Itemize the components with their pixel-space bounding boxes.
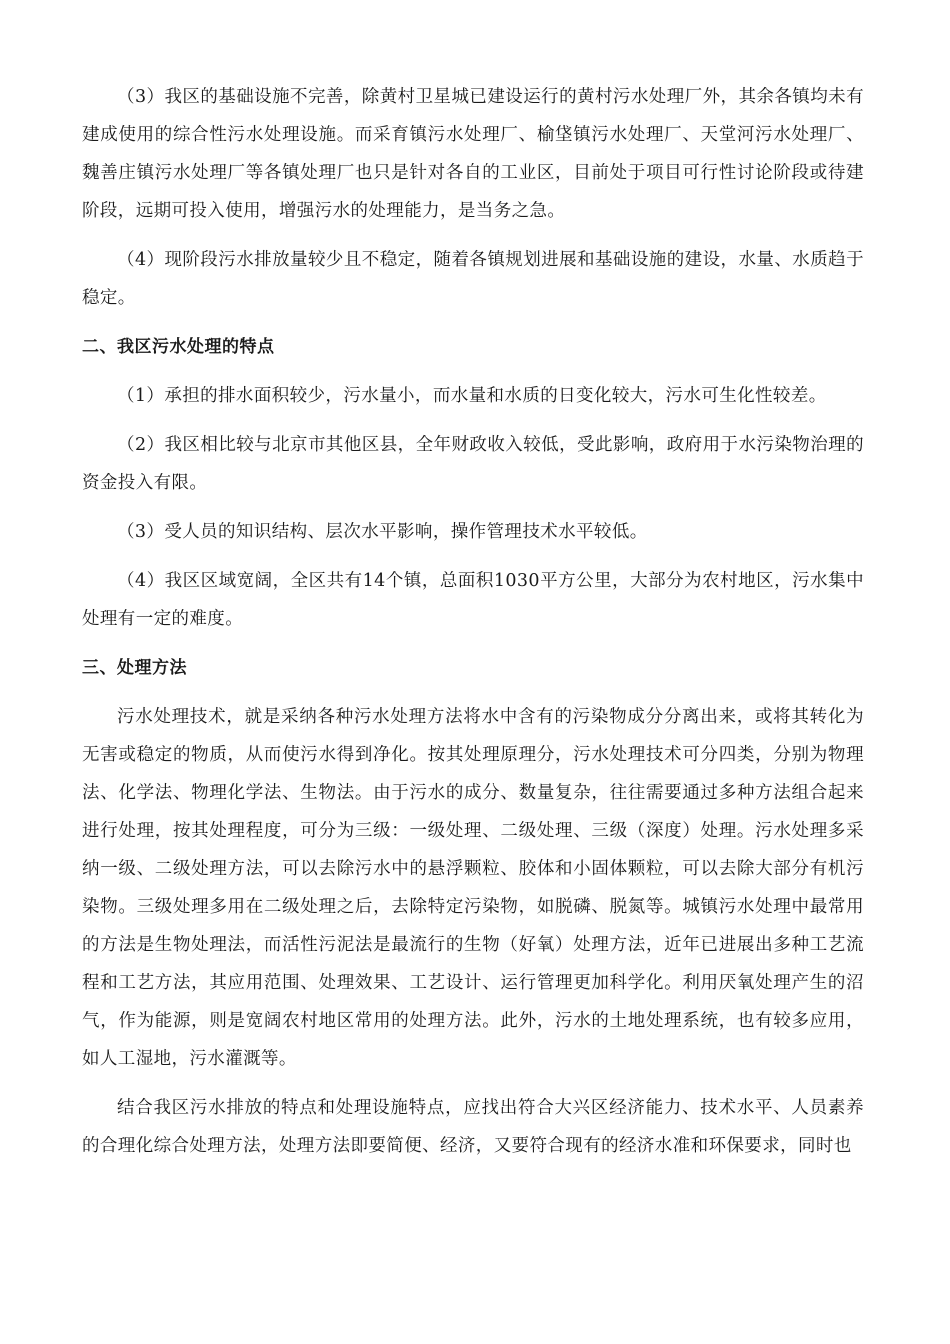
methods-paragraph-2: 结合我区污水排放的特点和处理设施特点，应找出符合大兴区经济能力、技术水平、人员素养的合理化综合处理方法，处理方法即要简便、经济，又要符合现有的经济水准和环保要求，同时也 xyxy=(82,1098,864,1156)
characteristic-item-3: （3）受人员的知识结构、层次水平影响，操作管理技术水平较低。 xyxy=(117,522,648,542)
characteristic-item-2: （2）我区相比较与北京市其他区县，全年财政收入较低，受此影响，政府用于水污染物治理的资金投入有限。 xyxy=(82,435,864,493)
characteristic-item-4: （4）我区区域宽阔，全区共有14个镇，总面积1030平方公里，大部分为农村地区，污水集中处理有一定的难度。 xyxy=(82,571,864,629)
characteristic-item-1: （1）承担的排水面积较少，污水量小，而水量和水质的日变化较大，污水可生化性较差。 xyxy=(117,386,827,406)
section-heading-characteristics: 二、我区污水处理的特点 xyxy=(82,337,275,357)
methods-paragraph-1: 污水处理技术，就是采纳各种污水处理方法将水中含有的污染物成分分离出来，或将其转化为无害或稳定的物质，从而使污水得到净化。按其处理原理分，污水处理技术可分四类，分别为物理法、化学法、物理化学法、生物法。由于污水的成分、数量复杂，往往需要通过多种方法组合起来进行处理，按其处理程度，可分为三级：一级处理、二级处理、三级（深度）处理。污水处理多采纳一级、二级处理方法，可以去除污水中的悬浮颗粒、胶体和小固体颗粒，可以去除大部分有机污染物。三级处理多用在二级处理之后，去除特定污染物，如脱磷、脱氮等。城镇污水处理中最常用的方法是生物处理法，而活性污泥法是最流行的生物（好氧）处理方法，近年已进展出多种工艺流程和工艺方法，其应用范围、处理效果、工艺设计、运行管理更加科学化。利用厌氧处理产生的沼气，作为能源，则是宽阔农村地区常用的处理方法。此外，污水的土地处理系统，也有较多应用，如人工湿地，污水灌溉等。 xyxy=(82,707,864,1069)
paragraph-item-3: （3）我区的基础设施不完善，除黄村卫星城已建设运行的黄村污水处理厂外，其余各镇均未有建成使用的综合性污水处理设施。而采育镇污水处理厂、榆垡镇污水处理厂、天堂河污水处理厂、魏善庄镇污水处理厂等各镇处理厂也只是针对各自的工业区，目前处于项目可行性讨论阶段或待建阶段，远期可投入使用，增强污水的处理能力，是当务之急。 xyxy=(82,87,864,221)
section-heading-methods: 三、处理方法 xyxy=(82,658,187,678)
paragraph-item-4: （4）现阶段污水排放量较少且不稳定，随着各镇规划进展和基础设施的建设，水量、水质趋于稳定。 xyxy=(82,250,864,308)
